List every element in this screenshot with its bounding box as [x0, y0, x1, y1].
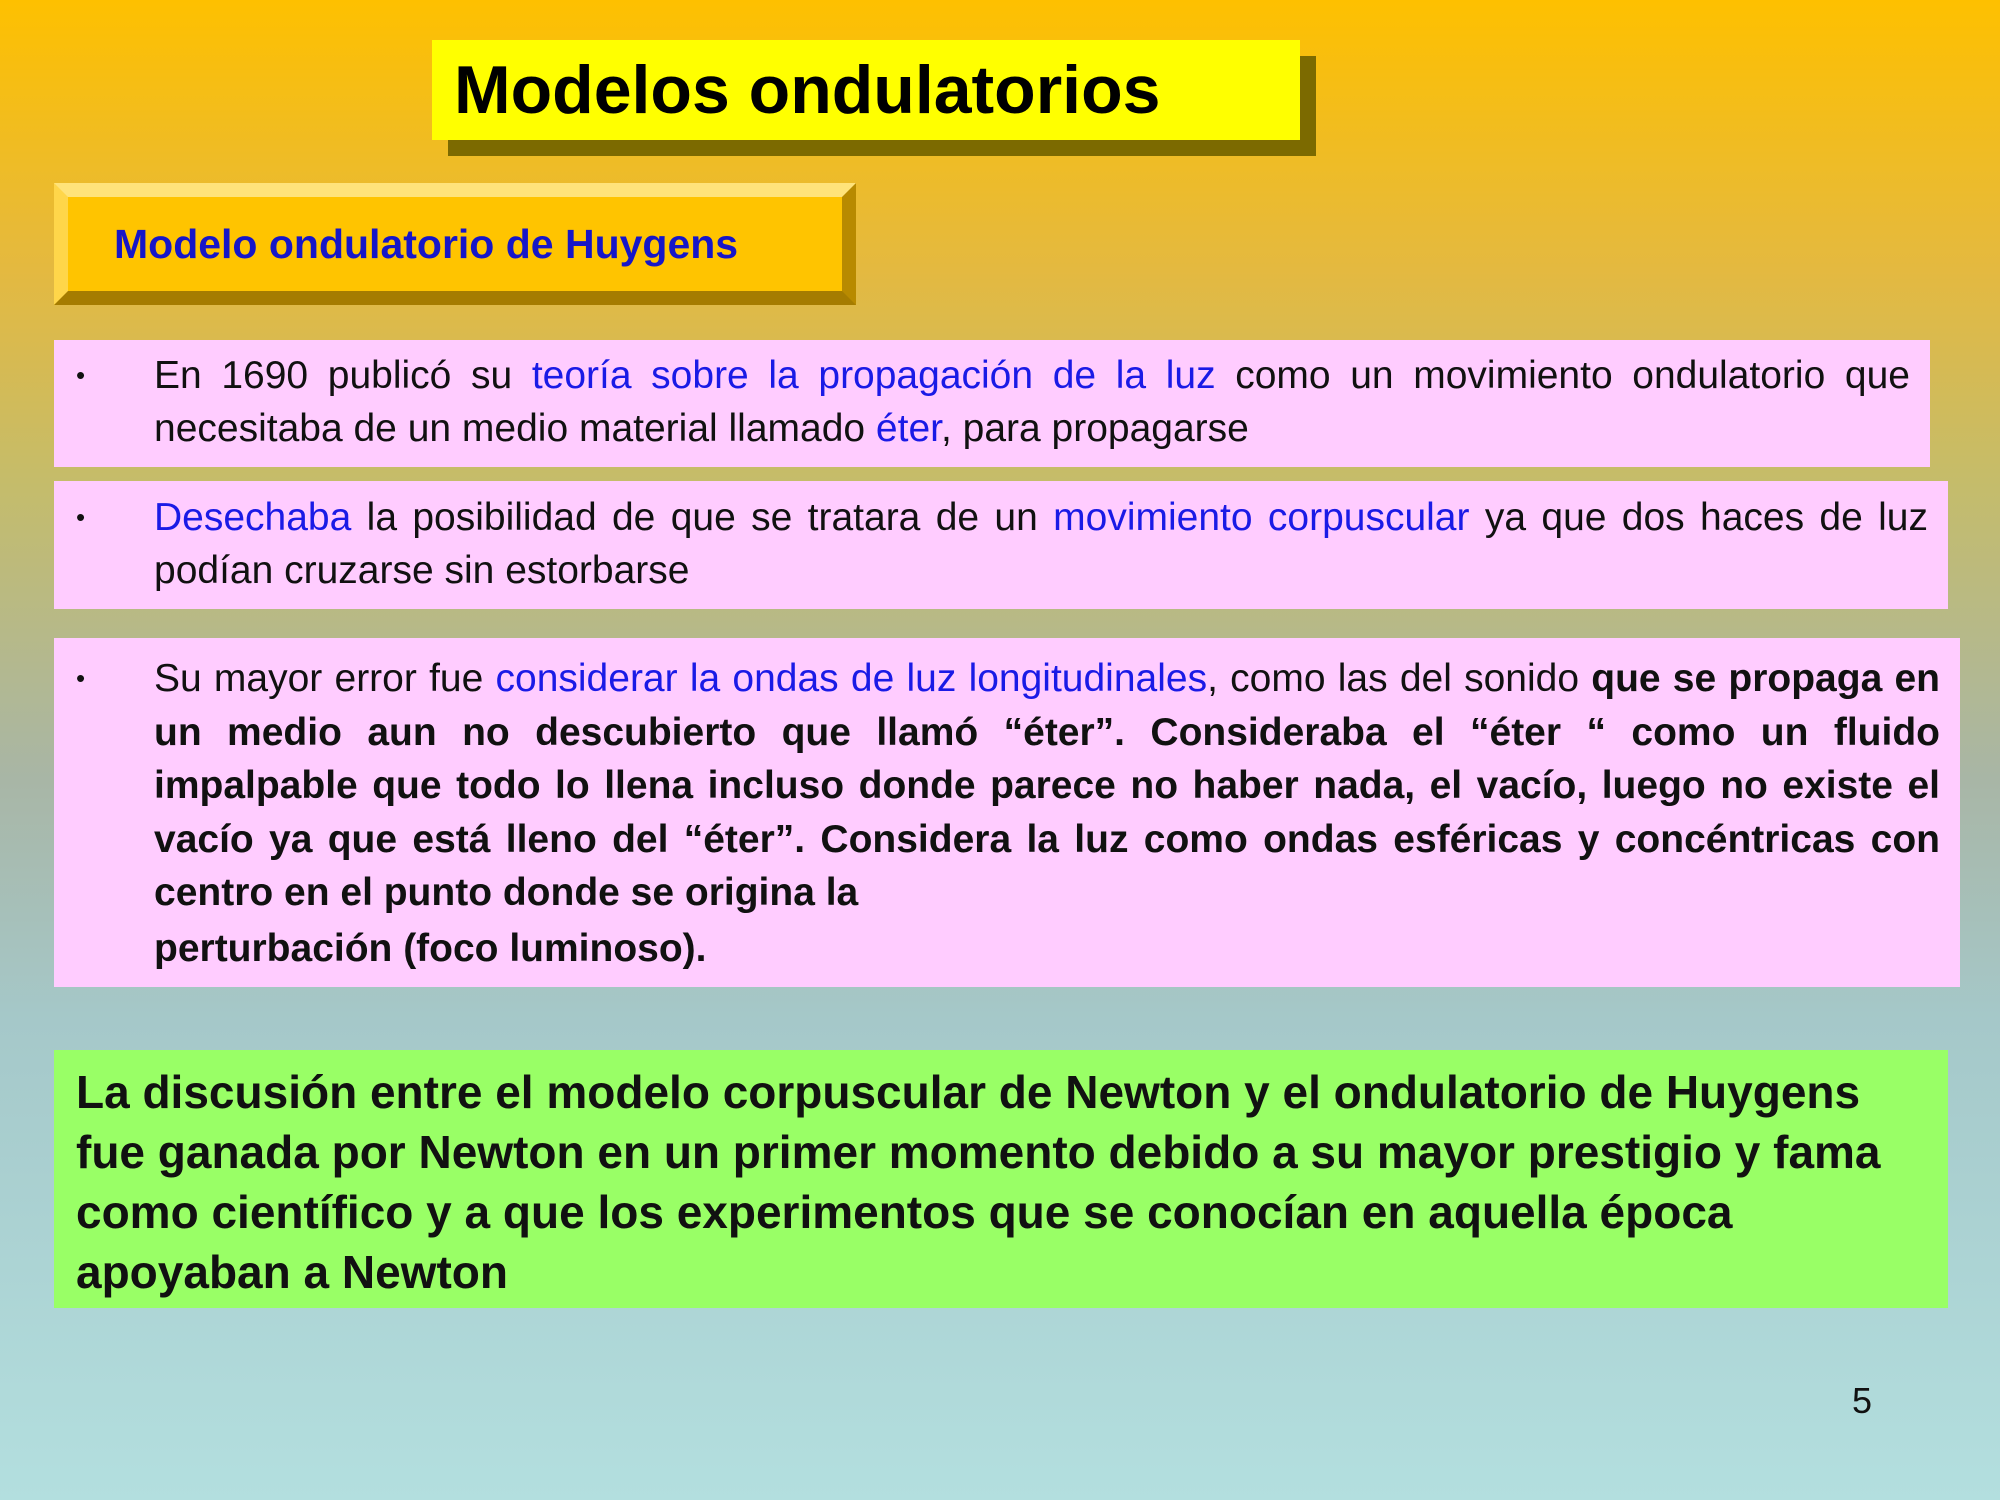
bullet-dot-icon: • [76, 360, 86, 390]
bullet-3 [54, 638, 1960, 987]
bullet-3-text: Su mayor error fue considerar la ondas de luz longitudinales, como las del sonido que se propaga en un medio aun no descubierto que llamó “éter”. Consideraba el “éter “ como un fluido impalpable que todo lo llena incluso donde parece no haber nada, el vacío, luego no existe el vacío ya que está lleno del “éter”. Considera la luz como ondas esféricas y concéntricas con centro en el punto donde se origina la perturbación (foco luminoso). [154, 657, 1940, 975]
highlight-term: Desechaba [154, 496, 352, 539]
highlight-term: éter [875, 407, 941, 450]
conclusion-box [54, 1050, 1948, 1308]
page-number: 5 [1852, 1380, 1873, 1421]
conclusion-text: La discusión entre el modelo corpuscular de Newton y el ondulatorio de Huygens fue ganada por Newton en un primer momento debido a su mayor prestigio y fama como científico y a que los experimentos que se conocían en aquella época apoyaban a Newton [76, 1066, 1881, 1298]
title-box [432, 40, 1300, 140]
slide-subtitle: Modelo ondulatorio de Huygens [114, 220, 739, 267]
bullet-2-text: Desechaba la posibilidad de que se tratara de un movimiento corpuscular ya que dos haces de luz podían cruzarse sin estorbarse [154, 496, 1928, 592]
highlight-term: considerar la ondas de luz longitudinales [495, 657, 1208, 700]
bullet-dot-icon: • [76, 502, 86, 532]
bullet-2 [54, 481, 1948, 609]
bullet-dot-icon: • [76, 663, 86, 693]
bold-text: que se propaga en un medio aun no descubierto que llamó “éter”. Consideraba el “éter “ como un fluido impalpable que todo lo llena incluso donde parece no haber nada, el vacío, luego no existe el vacío ya que está lleno del “éter”. Considera la luz como ondas esféricas y concéntricas con centro en el punto donde se origina la [154, 657, 1940, 914]
slide-title: Modelos ondulatorios [454, 52, 1161, 128]
bold-text-last-line: perturbación (foco luminoso). [154, 926, 707, 970]
subtitle-box [54, 183, 856, 305]
highlight-term: teoría sobre la propagación de la luz [531, 354, 1216, 397]
bullet-1-text: En 1690 publicó su teoría sobre la propagación de la luz como un movimiento ondulatorio que necesitaba de un medio material llamado éter, para propagarse [154, 354, 1910, 450]
bullet-1 [54, 340, 1930, 467]
highlight-term: movimiento corpuscular [1053, 496, 1470, 539]
